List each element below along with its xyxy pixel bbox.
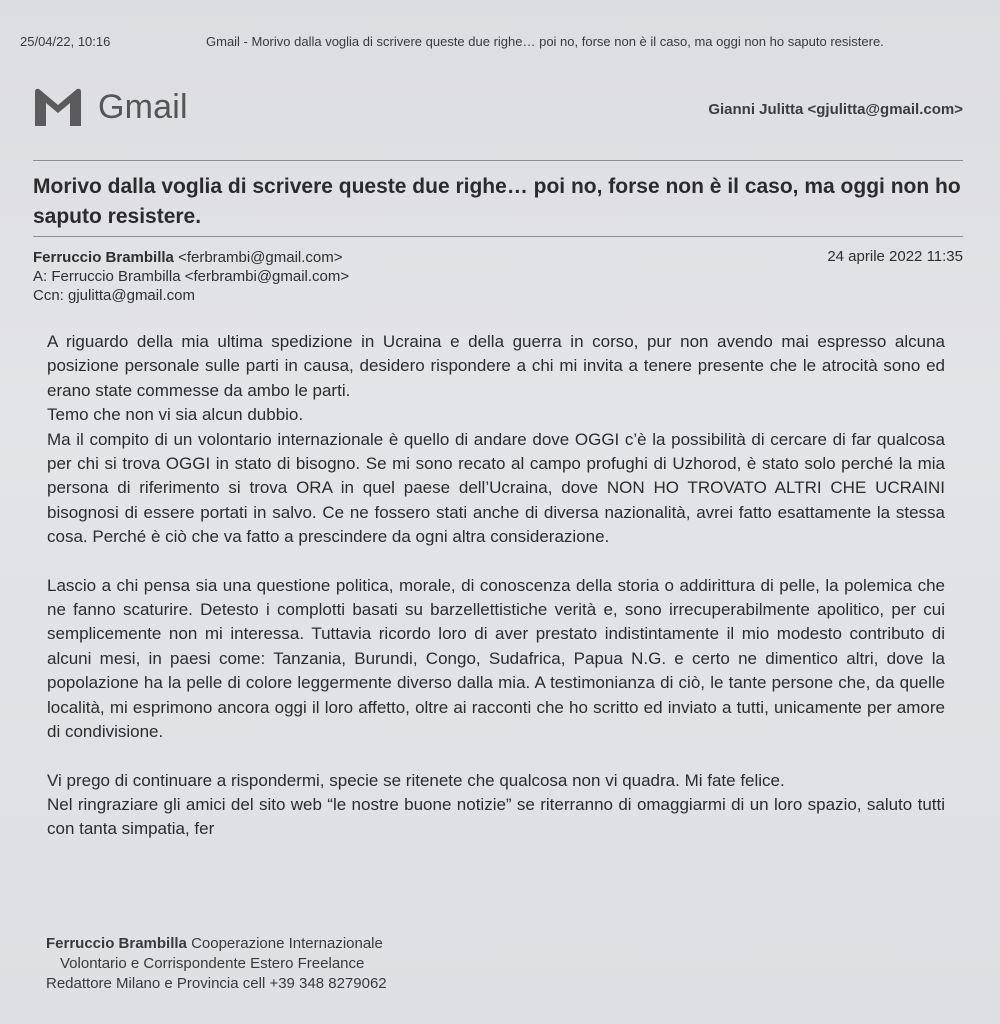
email-signature — [46, 934, 387, 994]
to-line: A: Ferruccio Brambilla <ferbrambi@gmail.com> — [33, 268, 350, 285]
sender-address: <ferbrambi@gmail.com> — [178, 249, 343, 266]
signature-name: Ferruccio Brambilla — [46, 935, 187, 952]
signature-line-3: Redattore Milano e Provincia cell +39 348 8279062 — [46, 975, 387, 992]
body-paragraph: A riguardo della mia ultima spedizione in Ucraina e della guerra in corso, pur non avendo mai espresso alcuna posizione personale sulle parti in causa, desidero rispondere a chi mi invita a tenere presente che le atrocità sono ed erano state commesse da ambo le parti. — [47, 332, 945, 400]
divider — [33, 160, 963, 161]
divider — [33, 236, 963, 237]
email-subject: Morivo dalla voglia di scrivere queste due righe… poi no, forse non è il caso, ma oggi non ho saputo resistere. — [33, 175, 961, 228]
email-meta — [33, 248, 349, 305]
paragraph-gap — [47, 745, 945, 769]
body-paragraph: Nel ringraziare gli amici del sito web “le nostre buone notizie” se riterranno di omaggiarmi di un loro spazio, saluto tutti con tanta simpatia, fer — [47, 794, 945, 839]
email-body — [47, 330, 945, 842]
signature-role: Cooperazione Internazionale — [191, 935, 383, 952]
body-paragraph: Temo che non vi sia alcun dubbio. — [47, 405, 304, 425]
signature-line-1 — [46, 934, 387, 954]
print-timestamp: 25/04/22, 10:16 — [20, 34, 111, 49]
body-paragraph: Lascio a chi pensa sia una questione politica, morale, di conoscenza della storia o addirittura di pelle, la polemica che ne fanno scaturire. Detesto i complotti basati su barzellettistiche verità e, sono irrecuperabilmente apolitico, per cui semplicemente non mi interessa. Tuttavia ricordo loro di aver prestato indistintamente il mio modesto contributo di alcuni mesi, in paesi come: Tanzania, Burundi, Congo, Sudafrica, Papua N.G. e certo ne dimentico altri, dove la popolazione ha la pelle di colore leggermente diverso dalla mia. A testimonianza di ciò, le tante persone che, da quelle località, mi esprimono ancora oggi il loro affetto, oltre ai racconti che ho scritto ed inviato a tutti, unicamente per amore di condivisione. — [47, 575, 945, 742]
gmail-logo-icon — [32, 86, 84, 128]
paragraph-gap — [47, 550, 945, 574]
print-page-title: Gmail - Morivo dalla voglia di scrivere queste due righe… poi no, forse non è il caso, ma oggi non ho saputo resistere. — [206, 34, 884, 49]
cc-line: Ccn: gjulitta@gmail.com — [33, 287, 195, 304]
signature-line-2: Volontario e Corrispondente Estero Freelance — [60, 955, 365, 972]
account-identity: Gianni Julitta <gjulitta@gmail.com> — [708, 101, 963, 118]
from-line — [33, 248, 349, 267]
body-paragraph: Ma il compito di un volontario internazionale è quello di andare dove OGGI c’è la possibilità di cercare di far qualcosa per chi si trova OGGI in stato di bisogno. Se mi sono recato al campo profughi di Uzhorod, è stato solo perché la mia persona di riferimento si trova ORA in quel paese dell’Ucraina, dove NON HO TROVATO ALTRI CHE UCRAINI bisognosi di essere portati in salvo. Ce ne fossero stati anche di diversa nazionalità, avrei fatto esattamente la stessa cosa. Perché è ciò che va fatto a prescindere da ogni altra considerazione. — [47, 429, 945, 547]
body-paragraph: Vi prego di continuare a rispondermi, specie se ritenete che qualcosa non vi quadra. Mi fate felice. — [47, 770, 785, 790]
sender-name: Ferruccio Brambilla — [33, 249, 174, 266]
email-date: 24 aprile 2022 11:35 — [827, 248, 963, 265]
gmail-brand — [32, 86, 188, 128]
gmail-wordmark: Gmail — [98, 87, 188, 126]
